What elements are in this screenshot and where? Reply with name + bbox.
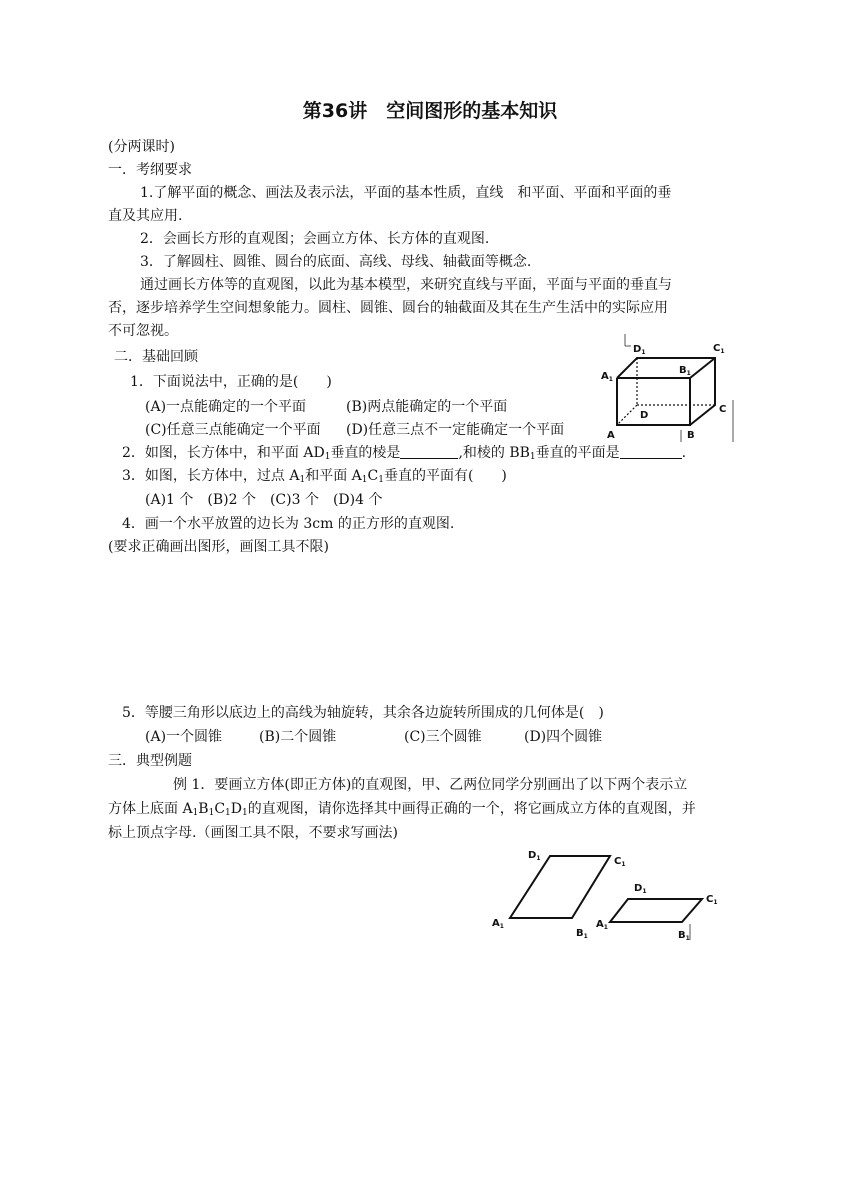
q5-option-b: (B)二个圆锥 <box>259 729 337 745</box>
question-5: 5．等腰三角形以底边上的高线为轴旋转，其余各边旋转所围成的几何体是( ) <box>122 705 604 721</box>
top-face-drawings <box>488 842 728 947</box>
example-1-line-2: 方体上底面 $A_1B_1C_1D_1$的直观图，请你选择其中画得正确的一个，将它画成立方体的直观图，并 <box>108 801 696 818</box>
q1-option-d: (D)任意三点不一定能确定一个平面 <box>346 422 565 438</box>
sec1-paragraph-line-1: 通过画长方体等的直观图，以此为基本模型，来研究直线与平面，平面与平面的垂直与 <box>140 277 672 293</box>
question-4: 4．画一个水平放置的边长为 3cm 的正方形的直观图. <box>122 516 455 532</box>
lesson-note: (分两课时) <box>108 139 175 155</box>
vertex-label-d1: $D_1$ <box>633 344 646 356</box>
page-title: 第36讲 空间图形的基本知识 <box>302 100 558 122</box>
sec1-item-3: 3．了解圆柱、圆锥、圆台的底面、高线、母线、轴截面等概念. <box>140 254 532 270</box>
section-3-heading: 三．典型例题 <box>108 753 192 769</box>
section-1-heading: 一．考纲要求 <box>108 162 192 178</box>
answer-blank[interactable] <box>620 445 682 459</box>
para1-label-a1: $A_1$ <box>492 918 504 930</box>
question-2: 2．如图，长方体中，和平面 $AD_1$垂直的棱是 ,和棱的 $BB_1$垂直的平面是 . <box>122 445 687 462</box>
para2-label-d1: $D_1$ <box>634 883 647 895</box>
sec1-item-2: 2．会画长方形的直观图；会画立方体、长方体的直观图. <box>140 231 490 247</box>
para2-label-c1: $C_1$ <box>706 894 718 906</box>
para1-label-b1: $B_1$ <box>576 928 588 940</box>
sec1-paragraph-line-3: 不可忽视。 <box>108 323 178 339</box>
vertex-label-a: A <box>607 430 615 441</box>
vertex-label-a1: $A_1$ <box>601 371 613 383</box>
answer-blank[interactable] <box>400 445 458 459</box>
q5-option-d: (D)四个圆锥 <box>524 729 603 745</box>
q3-options: (A)1 个 (B)2 个 (C)3 个 (D)4 个 <box>145 492 383 508</box>
example-1-line-1: 例 1．要画立方体(即正方体)的直观图，甲、乙两位同学分别画出了以下两个表示立 <box>173 777 688 793</box>
parallelogram-a <box>510 856 610 918</box>
example-1-line-3: 标上顶点字母.（画图工具不限，不要求写画法) <box>108 825 398 841</box>
question-3: 3．如图，长方体中，过点 $A_1$和平面 $A_1C_1$垂直的平面有( ) <box>122 468 507 485</box>
q1-option-c: (C)任意三点能确定一个平面 <box>145 422 321 438</box>
sec1-item-1-line-2: 直及其应用. <box>108 208 183 224</box>
q5-option-a: (A)一个圆锥 <box>145 729 223 745</box>
vertex-label-d: D <box>640 410 649 421</box>
cuboid-figure <box>595 330 745 445</box>
vertex-label-b1: $B_1$ <box>679 365 691 377</box>
sec1-item-1-line-1: 1.了解平面的概念、画法及表示法，平面的基本性质，直线 和平面、平面和平面的垂 <box>140 185 672 201</box>
parallelogram-b <box>610 899 702 922</box>
q1-option-a: (A)一点能确定的一个平面 <box>145 399 307 415</box>
vertex-label-b: B <box>687 430 695 441</box>
question-4-note: (要求正确画出图形，画图工具不限) <box>108 539 329 555</box>
vertex-label-c1: $C_1$ <box>713 343 725 355</box>
q1-option-b: (B)两点能确定的一个平面 <box>346 399 508 415</box>
section-2-heading: 二．基础回顾 <box>114 349 198 365</box>
para1-label-c1: $C_1$ <box>614 856 626 868</box>
question-1: 1．下面说法中，正确的是( ) <box>130 374 332 390</box>
sec1-paragraph-line-2: 否，逐步培养学生空间想象能力。圆柱、圆锥、圆台的轴截面及其在生产生活中的实际应用 <box>108 300 668 316</box>
q5-option-c: (C)三个圆锥 <box>404 729 482 745</box>
vertex-label-c: C <box>719 404 727 415</box>
para2-label-b1: $B_1$ <box>678 930 690 942</box>
para2-label-a1: $A_1$ <box>596 919 608 931</box>
para1-label-d1: $D_1$ <box>528 850 541 862</box>
